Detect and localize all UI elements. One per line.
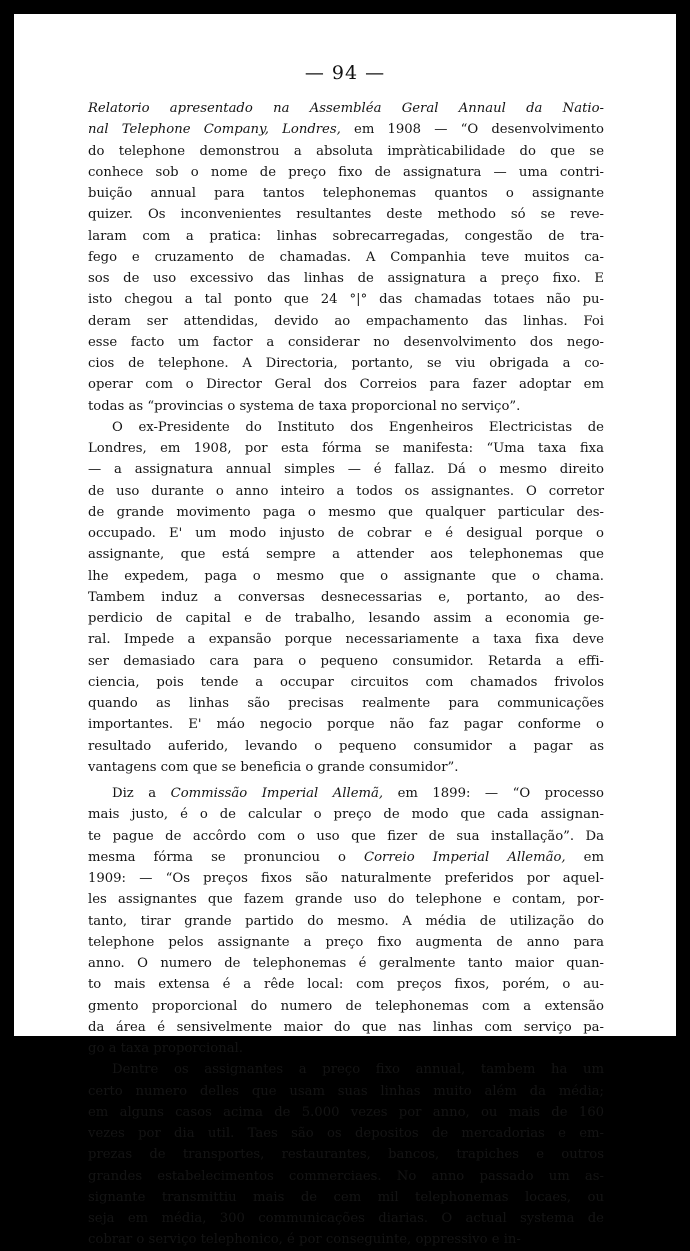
text-line	[88, 1229, 604, 1250]
text-line	[88, 566, 604, 587]
text-span: seja em média, 300 communicações diarias. O actual systema de	[88, 1211, 604, 1226]
text-line	[88, 889, 604, 910]
text-line	[88, 953, 604, 974]
text-line	[88, 438, 604, 459]
text-span: isto chegou a tal ponto que 24 °|° das chamadas totaes não pu-	[88, 292, 604, 308]
text-span: Londres, em 1908, por esta fórma se manifesta: “Uma taxa fixa	[88, 441, 604, 456]
text-span: prezas de transportes, restaurantes, bancos, trapiches e outros	[88, 1147, 604, 1163]
text-line	[88, 374, 604, 395]
text-span: em alguns casos acima de 5.000 vezes por anno, ou mais de 160	[88, 1104, 604, 1120]
text-span: em 1908 — “O desenvolvimento	[340, 122, 604, 138]
body-text	[88, 98, 604, 1251]
text-line	[88, 804, 604, 825]
text-line	[88, 417, 604, 438]
text-span: gmento proporcional do numero de telephonemas com a extensão	[88, 998, 604, 1014]
text-line	[88, 204, 604, 225]
text-line	[88, 672, 604, 693]
text-line	[88, 523, 604, 544]
text-span: mesma fórma se pronunciou o	[88, 849, 365, 865]
text-span: grandes estabelecimentos commerciaes. No anno passado um as-	[88, 1168, 604, 1184]
text-line	[88, 268, 604, 289]
text-line	[88, 714, 604, 735]
document-page	[14, 14, 676, 1248]
text-line	[88, 1144, 604, 1165]
paragraph	[88, 783, 604, 1059]
text-span: lhe expedem, paga o mesmo que o assignante que o chama.	[88, 568, 604, 584]
text-line	[88, 247, 604, 268]
text-span: do telephone demonstrou a absoluta impràticabilidade do que se	[88, 143, 604, 159]
text-line	[88, 1038, 604, 1059]
italic-text: Commissão Imperial Allemã,	[170, 786, 384, 801]
text-span: buição annual para tantos telephonemas quantos o assignante	[88, 186, 604, 201]
text-span: cobrar o serviço telephonico, é por conseguinte, oppressivo e in-	[88, 1232, 521, 1248]
text-line	[88, 162, 604, 183]
text-line	[88, 183, 604, 204]
text-span: conhece sob o nome de preço fixo de assignatura — uma contri-	[88, 164, 604, 180]
text-span: O ex-Presidente do Instituto dos Engenheiros Electricistas de	[112, 419, 604, 435]
text-span: Diz a	[112, 786, 171, 801]
text-span: les assignantes que fazem grande uso do telephone e contam, por-	[88, 892, 604, 908]
paragraph	[88, 98, 604, 417]
text-line	[88, 353, 604, 374]
text-span: esse facto um factor a considerar no desenvolvimento dos nego-	[88, 334, 604, 350]
text-line	[88, 587, 604, 608]
text-span: go a taxa proporcional.	[88, 1041, 243, 1056]
text-line	[88, 289, 604, 310]
text-span: operar com o Director Geral dos Correios para fazer adoptar em	[88, 377, 604, 393]
text-span: te pague de accôrdo com o uso que fizer de sua installação”. Da	[88, 828, 604, 844]
italic-text: Correio Imperial Allemão,	[364, 849, 566, 865]
text-span: occupado. E' um modo injusto de cobrar e é desigual porque o	[88, 526, 604, 541]
paragraph	[88, 1059, 604, 1250]
text-span: ciencia, pois tende a occupar circuitos com chamados frivolos	[88, 674, 604, 690]
text-span: resultado auferido, levando o pequeno consumidor a pagar as	[88, 738, 604, 754]
text-span: signante transmittiu mais de cem mil telephonemas locaes, ou	[88, 1189, 604, 1205]
text-line	[88, 1081, 604, 1102]
text-span: to mais extensa é a rêde local: com preços fixos, porém, o au-	[88, 977, 604, 993]
text-span: de grande movimento paga o mesmo que qualquer particular des-	[88, 504, 604, 520]
text-line	[88, 783, 604, 804]
text-span: em 1899: — “O processo	[383, 786, 604, 801]
text-line	[88, 911, 604, 932]
text-span: laram com a pratica: linhas sobrecarregadas, congestão de tra-	[88, 228, 604, 244]
text-span: ral. Impede a expansão porque necessariamente a taxa fixa deve	[88, 632, 604, 648]
text-span: quizer. Os inconvenientes resultantes deste methodo só se reve-	[88, 207, 604, 223]
text-line	[88, 826, 604, 847]
text-line	[88, 693, 604, 714]
italic-text: Relatorio apresentado na Assembléa Geral Annaul da Natio-	[88, 101, 604, 116]
text-span: todas as “provincias o systema de taxa proporcional no serviço”.	[88, 398, 521, 414]
text-line	[88, 396, 604, 417]
text-span: de uso durante o anno inteiro a todos os assignantes. O corretor	[88, 483, 604, 499]
text-line	[88, 868, 604, 889]
text-line	[88, 459, 604, 480]
text-line	[88, 1187, 604, 1208]
text-span: Tambem induz a conversas desnecessarias e, portanto, ao des-	[88, 589, 604, 605]
text-line	[88, 1208, 604, 1229]
text-span: 1909: — “Os preços fixos são naturalmente preferidos por aquel-	[88, 871, 604, 886]
text-line	[88, 332, 604, 353]
text-line	[88, 847, 604, 868]
text-line	[88, 1166, 604, 1187]
text-line	[88, 736, 604, 757]
text-span: Dentre os assignantes a preço fixo annual, tambem ha um	[112, 1062, 604, 1078]
text-line	[88, 757, 604, 778]
italic-text: nal Telephone Company, Londres,	[88, 122, 341, 138]
text-line	[88, 651, 604, 672]
text-line	[88, 1102, 604, 1123]
text-line	[88, 932, 604, 953]
text-line	[88, 141, 604, 162]
text-span: deram ser attendidas, devido ao empachamento das linhas. Foi	[88, 313, 604, 329]
text-line	[88, 311, 604, 332]
page-number: — 94 —	[304, 62, 386, 84]
text-line	[88, 1123, 604, 1144]
text-span: da área é sensivelmente maior do que nas linhas com serviço pa-	[88, 1019, 604, 1035]
text-line	[88, 544, 604, 565]
text-line	[88, 98, 604, 119]
text-line	[88, 974, 604, 995]
paragraph	[88, 417, 604, 778]
text-line	[88, 1059, 604, 1080]
text-span: — a assignatura annual simples — é fallaz. Dá o mesmo direito	[88, 462, 604, 478]
text-line	[88, 996, 604, 1017]
text-span: tanto, tirar grande partido do mesmo. A média de utilização do	[88, 913, 604, 929]
text-span: quando as linhas são precisas realmente para communicações	[88, 696, 604, 711]
text-line	[88, 629, 604, 650]
text-line	[88, 119, 604, 140]
text-span: importantes. E' máo negocio porque não faz pagar conforme o	[88, 717, 604, 733]
text-span: certo numero delles que usam suas linhas muito além da média;	[88, 1083, 604, 1099]
text-span: mais justo, é o de calcular o preço de modo que cada assignan-	[88, 807, 604, 823]
text-span: cios de telephone. A Directoria, portanto, se viu obrigada a co-	[88, 356, 604, 371]
text-span: fego e cruzamento de chamadas. A Companhia teve muitos ca-	[88, 249, 604, 265]
text-span: telephone pelos assignante a preço fixo augmenta de anno para	[88, 934, 604, 950]
text-line	[88, 481, 604, 502]
text-line	[88, 226, 604, 247]
text-span: assignante, que está sempre a attender aos telephonemas que	[88, 547, 604, 563]
text-span: ser demasiado cara para o pequeno consumidor. Retarda a effi-	[88, 653, 604, 669]
text-span: anno. O numero de telephonemas é geralmente tanto maior quan-	[88, 956, 604, 971]
text-span: vezes por dia util. Taes são os depositos de mercadorias e em-	[88, 1126, 604, 1141]
text-line	[88, 502, 604, 523]
text-span: vantagens com que se beneficia o grande consumidor”.	[88, 759, 459, 775]
text-span: em	[565, 849, 604, 865]
text-line	[88, 608, 604, 629]
text-span: perdicio de capital e de trabalho, lesando assim a economia ge-	[88, 611, 604, 626]
text-line	[88, 1017, 604, 1038]
text-span: sos de uso excessivo das linhas de assignatura a preço fixo. E	[88, 271, 604, 286]
